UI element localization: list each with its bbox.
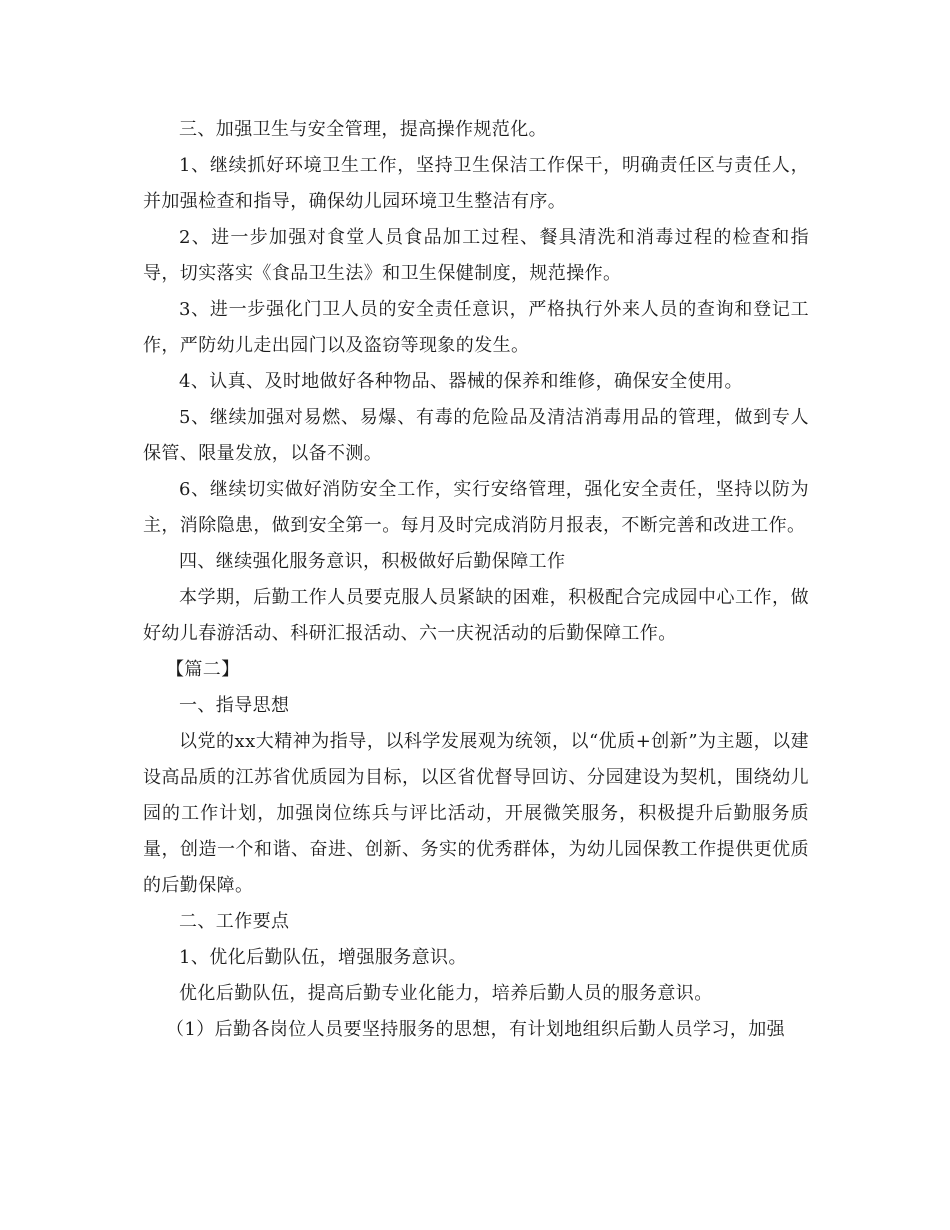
part-two-heading: 【篇二】 bbox=[166, 659, 240, 680]
paragraph-item-4: 4、认真、及时地做好各种物品、器械的保养和维修，确保安全使用。 bbox=[179, 371, 743, 392]
paragraph-item-6: 6、继续切实做好消防安全工作，实行安络管理，强化安全责任，坚持以防为主，消除隐患，做到安全第一。每月及时完成消防月报表，不断完善和改进工作。 bbox=[143, 479, 809, 536]
paragraph-semester: 本学期，后勤工作人员要克服人员紧缺的困难，积极配合完成园中心工作，做好幼儿春游活动、科研汇报活动、六一庆祝活动的后勤保障工作。 bbox=[143, 587, 809, 644]
paragraph-optimize-team: 优化后勤队伍，提高后勤专业化能力，培养后勤人员的服务意识。 bbox=[179, 983, 713, 1004]
paragraph-item-1: 1、继续抓好环境卫生工作，坚持卫生保洁工作保干，明确责任区与责任人，并加强检查和指导，确保幼儿园环境卫生整洁有序。 bbox=[143, 155, 809, 212]
section-heading-guiding-ideology: 一、指导思想 bbox=[179, 695, 290, 716]
paragraph-item-3: 3、进一步强化门卫人员的安全责任意识，严格执行外来人员的查询和登记工作，严防幼儿走出园门以及盗窃等现象的发生。 bbox=[143, 299, 809, 356]
document-body bbox=[143, 112, 809, 1048]
paragraph-subitem-1: （1）后勤各岗位人员要坚持服务的思想，有计划地组织后勤人员学习，加强 bbox=[166, 1019, 786, 1040]
section-heading-service: 四、继续强化服务意识，积极做好后勤保障工作 bbox=[179, 551, 566, 572]
paragraph-item-2: 2、进一步加强对食堂人员食品加工过程、餐具清洗和消毒过程的检查和指导，切实落实《食品卫生法》和卫生保健制度，规范操作。 bbox=[143, 227, 809, 284]
paragraph-point-1: 1、优化后勤队伍，增强服务意识。 bbox=[179, 947, 467, 968]
paragraph-guiding-ideology: 以党的xx大精神为指导，以科学发展观为统领，以“优质+创新”为主题，以建设高品质的江苏省优质园为目标，以区省优督导回访、分园建设为契机，围绕幼儿园的工作计划，加强岗位练兵与评比活动，开展微笑服务，积极提升后勤服务质量，创造一个和谐、奋进、创新、务实的优秀群体，为幼儿园保教工作提供更优质的后勤保障。 bbox=[143, 731, 809, 896]
paragraph-item-5: 5、继续加强对易燃、易爆、有毒的危险品及清洁消毒用品的管理，做到专人保管、限量发放，以备不测。 bbox=[143, 407, 809, 464]
section-heading-work-points: 二、工作要点 bbox=[179, 911, 290, 932]
section-heading-hygiene-safety: 三、加强卫生与安全管理，提高操作规范化。 bbox=[179, 119, 547, 140]
